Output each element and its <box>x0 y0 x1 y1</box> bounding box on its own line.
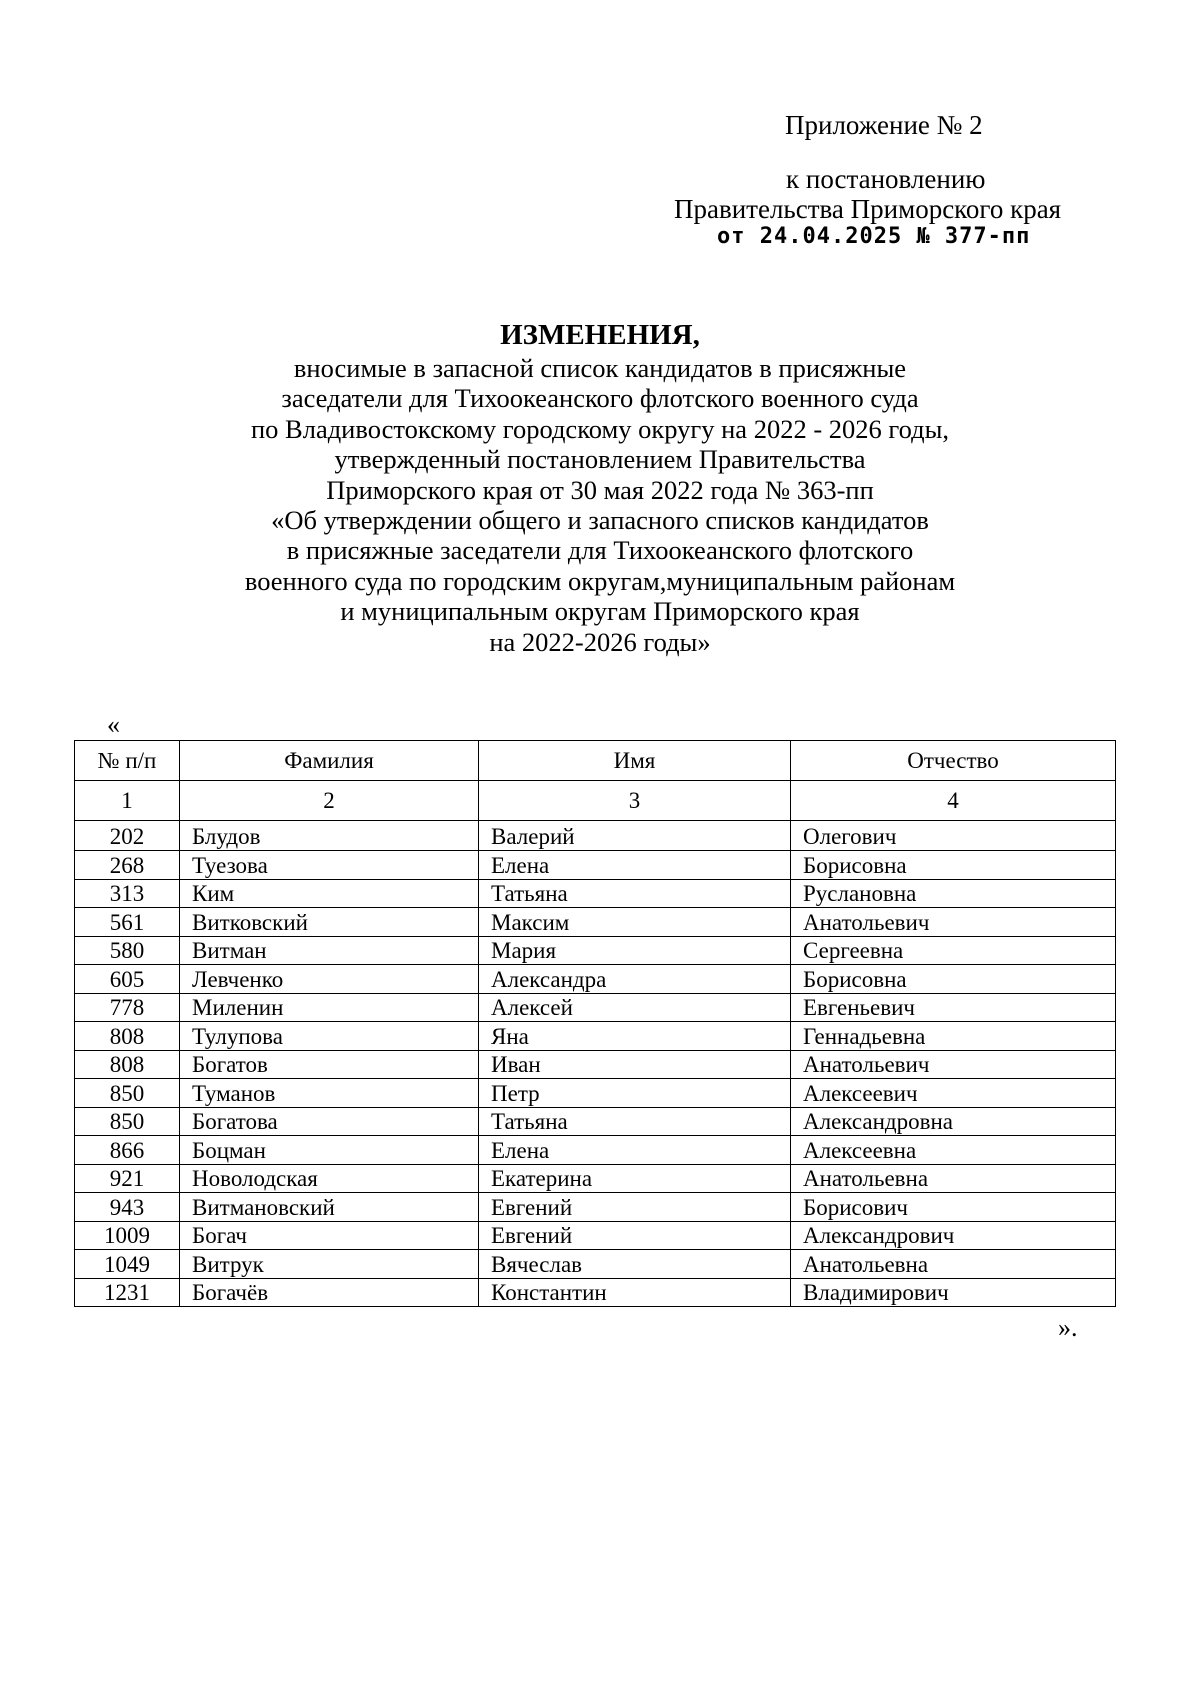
document-title: ИЗМЕНЕНИЯ, <box>500 319 700 351</box>
cell-name: Петр <box>479 1079 791 1108</box>
cell-name: Евгений <box>479 1221 791 1250</box>
cell-patronymic: Борисовна <box>791 851 1116 880</box>
cell-number: 580 <box>75 936 180 965</box>
table-row <box>75 965 1116 994</box>
table-row <box>75 1164 1116 1193</box>
cell-surname: Туезова <box>180 851 479 880</box>
cell-patronymic: Анатольевна <box>791 1164 1116 1193</box>
table-row <box>75 1221 1116 1250</box>
cell-name: Елена <box>479 1136 791 1165</box>
cell-surname: Витрук <box>180 1250 479 1279</box>
table-row <box>75 1193 1116 1222</box>
cell-number: 866 <box>75 1136 180 1165</box>
cell-name: Татьяна <box>479 1107 791 1136</box>
cell-number: 268 <box>75 851 180 880</box>
cell-number: 778 <box>75 993 180 1022</box>
cell-patronymic: Анатольевич <box>791 1050 1116 1079</box>
cell-name: Константин <box>479 1278 791 1307</box>
table-row <box>75 1079 1116 1108</box>
column-number-section <box>75 781 1116 821</box>
cell-number: 808 <box>75 1022 180 1051</box>
cell-surname: Богач <box>180 1221 479 1250</box>
cell-surname: Новолодская <box>180 1164 479 1193</box>
cell-name: Валерий <box>479 821 791 851</box>
cell-patronymic: Алексеевич <box>791 1079 1116 1108</box>
heading-line: военного суда по городским округам,муниципальным районам <box>244 565 956 596</box>
column-number: 2 <box>180 781 479 821</box>
cell-surname: Миленин <box>180 993 479 1022</box>
cell-patronymic: Владимирович <box>791 1278 1116 1307</box>
cell-number: 1049 <box>75 1250 180 1279</box>
cell-patronymic: Олегович <box>791 821 1116 851</box>
document-heading <box>0 318 1200 657</box>
cell-patronymic: Анатольевич <box>791 908 1116 937</box>
cell-number: 1231 <box>75 1278 180 1307</box>
heading-line: по Владивостокскому городскому округу на 2022 - 2026 годы, <box>250 413 950 444</box>
cell-name: Иван <box>479 1050 791 1079</box>
cell-surname: Витковский <box>180 908 479 937</box>
appendix-reference: к постановлению <box>786 164 986 194</box>
table-row <box>75 1136 1116 1165</box>
cell-name: Вячеслав <box>479 1250 791 1279</box>
cell-patronymic: Евгеньевич <box>791 993 1116 1022</box>
column-number: 1 <box>75 781 180 821</box>
cell-surname: Богатова <box>180 1107 479 1136</box>
cell-name: Максим <box>479 908 791 937</box>
appendix-date-number-stamp: от 24.04.2025 № 377-пп <box>717 224 1031 249</box>
cell-number: 808 <box>75 1050 180 1079</box>
table-row <box>75 851 1116 880</box>
table-header <box>75 741 1116 781</box>
header-surname: Фамилия <box>180 741 479 781</box>
header-row <box>75 741 1116 781</box>
heading-line: на 2022-2026 годы» <box>489 626 711 657</box>
cell-patronymic: Борисович <box>791 1193 1116 1222</box>
cell-number: 921 <box>75 1164 180 1193</box>
heading-line: в присяжные заседатели для Тихоокеанского флотского <box>286 535 914 566</box>
cell-number: 1009 <box>75 1221 180 1250</box>
table-row <box>75 1278 1116 1307</box>
cell-patronymic: Александровна <box>791 1107 1116 1136</box>
column-number: 4 <box>791 781 1116 821</box>
column-number-row <box>75 781 1116 821</box>
heading-line: вносимые в запасной список кандидатов в присяжные <box>293 353 907 383</box>
cell-name: Екатерина <box>479 1164 791 1193</box>
table-row <box>75 993 1116 1022</box>
table-row <box>75 1050 1116 1079</box>
cell-patronymic: Алексеевна <box>791 1136 1116 1165</box>
heading-line: заседатели для Тихоокеанского флотского военного суда <box>281 383 919 414</box>
cell-patronymic: Борисовна <box>791 965 1116 994</box>
heading-line: утвержденный постановлением Правительства <box>334 444 866 475</box>
column-number: 3 <box>479 781 791 821</box>
cell-surname: Богачёв <box>180 1278 479 1307</box>
cell-number: 850 <box>75 1107 180 1136</box>
cell-number: 561 <box>75 908 180 937</box>
cell-number: 202 <box>75 821 180 851</box>
cell-name: Алексей <box>479 993 791 1022</box>
appendix-title: Приложение № 2 <box>785 110 983 140</box>
table-row <box>75 879 1116 908</box>
table-row <box>75 1022 1116 1051</box>
cell-name: Александра <box>479 965 791 994</box>
table-row <box>75 908 1116 937</box>
header-patronymic: Отчество <box>791 741 1116 781</box>
header-name: Имя <box>479 741 791 781</box>
cell-surname: Блудов <box>180 821 479 851</box>
cell-surname: Туманов <box>180 1079 479 1108</box>
table-row <box>75 821 1116 851</box>
cell-patronymic: Руслановна <box>791 879 1116 908</box>
cell-name: Елена <box>479 851 791 880</box>
cell-patronymic: Александрович <box>791 1221 1116 1250</box>
cell-surname: Тулупова <box>180 1022 479 1051</box>
table-row <box>75 936 1116 965</box>
heading-line: Приморского края от 30 мая 2022 года № 363-пп <box>326 474 874 505</box>
cell-name: Татьяна <box>479 879 791 908</box>
cell-surname: Витман <box>180 936 479 965</box>
cell-patronymic: Геннадьевна <box>791 1022 1116 1051</box>
cell-number: 605 <box>75 965 180 994</box>
opening-quote-mark: « <box>107 710 120 739</box>
cell-surname: Ким <box>180 879 479 908</box>
cell-name: Мария <box>479 936 791 965</box>
candidates-table <box>74 740 1116 1307</box>
header-number: № п/п <box>75 741 180 781</box>
cell-surname: Богатов <box>180 1050 479 1079</box>
cell-name: Евгений <box>479 1193 791 1222</box>
cell-number: 313 <box>75 879 180 908</box>
appendix-government: Правительства Приморского края <box>674 194 1062 224</box>
cell-patronymic: Сергеевна <box>791 936 1116 965</box>
table-body <box>75 821 1116 1307</box>
cell-number: 943 <box>75 1193 180 1222</box>
cell-surname: Витмановский <box>180 1193 479 1222</box>
cell-patronymic: Анатольевна <box>791 1250 1116 1279</box>
cell-surname: Левченко <box>180 965 479 994</box>
heading-line: «Об утверждении общего и запасного списков кандидатов <box>271 505 929 536</box>
cell-name: Яна <box>479 1022 791 1051</box>
heading-line: и муниципальным округам Приморского края <box>340 596 860 627</box>
cell-number: 850 <box>75 1079 180 1108</box>
closing-quote-mark: ». <box>1058 1313 1078 1342</box>
table-row <box>75 1107 1116 1136</box>
table-row <box>75 1250 1116 1279</box>
cell-surname: Боцман <box>180 1136 479 1165</box>
